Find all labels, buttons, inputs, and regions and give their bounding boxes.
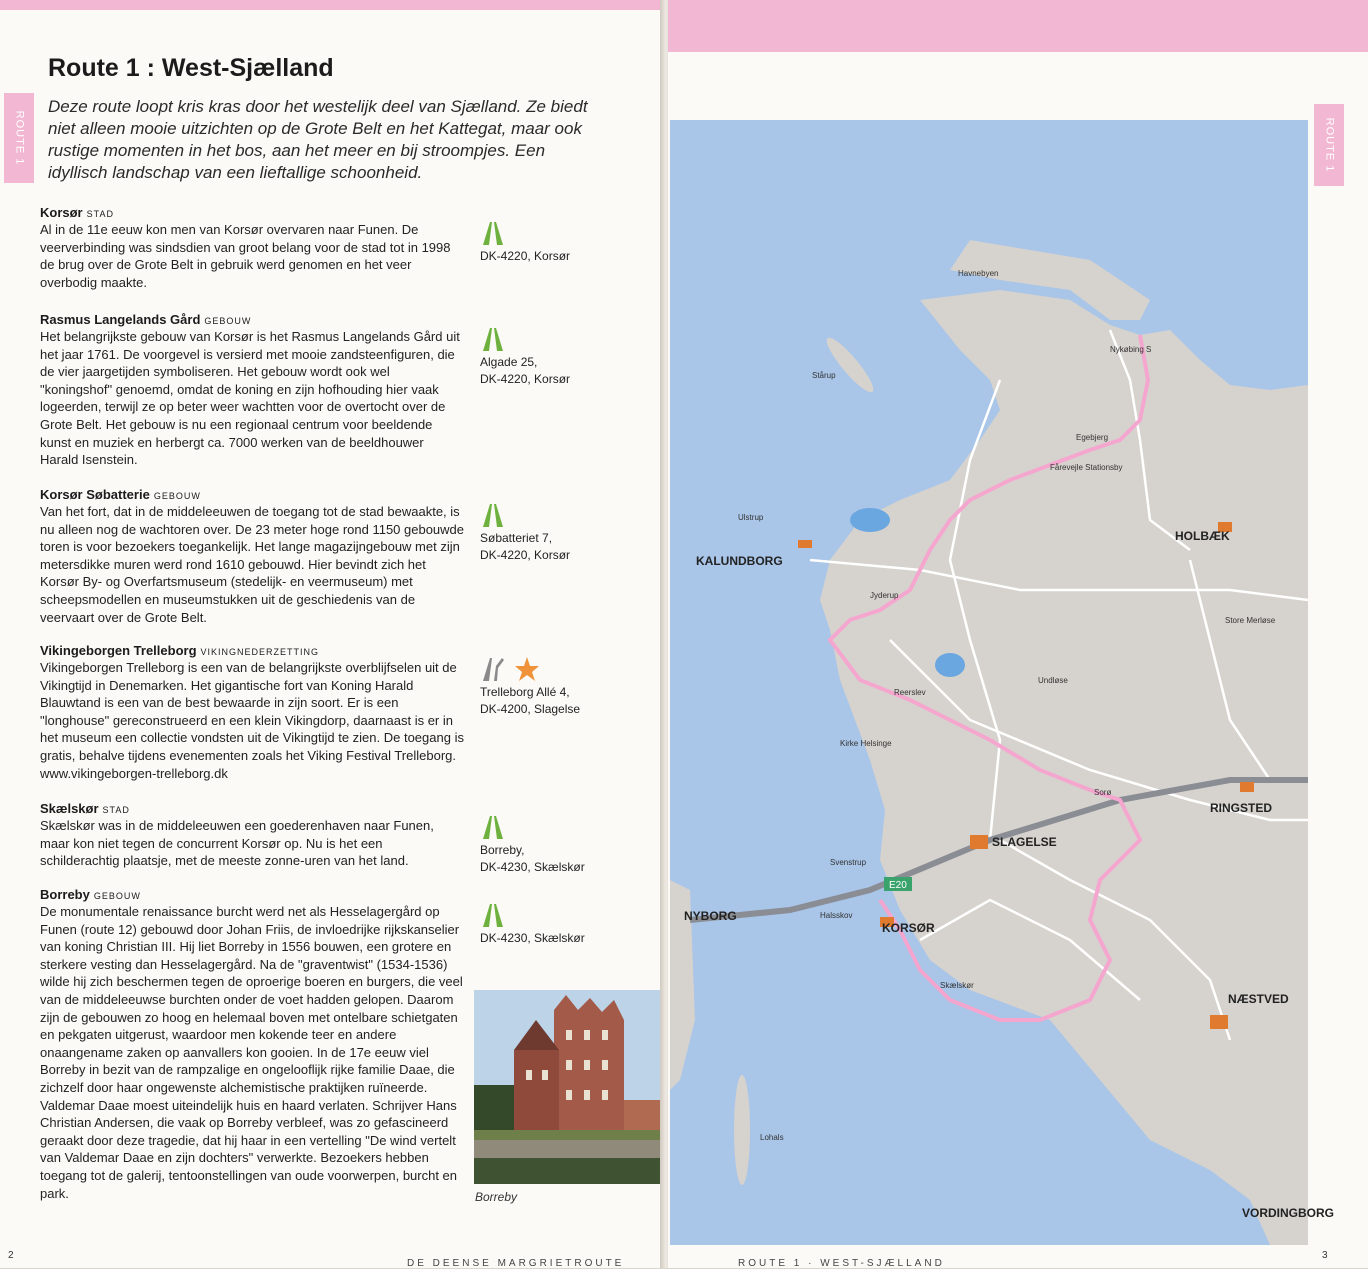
entry-text: Skælskør was in de middeleeuwen een goederenhaven naar Funen, maar kon niet tegen de concurrent Korsør op. Nu is het een schilderachtig plaatsje, met de meeste zonne-uren van het land. (40, 818, 434, 869)
top-pink-band (0, 0, 664, 10)
entry-heading (40, 487, 465, 502)
map-town-nyborg: NYBORG (684, 909, 737, 923)
address-line: Søbatteriet 7, (480, 531, 553, 545)
castle-illustration (474, 990, 670, 1184)
address-line: DK-4230, Skælskør (480, 931, 585, 945)
address-line: DK-4220, Korsør (480, 548, 571, 562)
map-town-slagelse: SLAGELSE (992, 835, 1057, 849)
entry-sobatterie-address (480, 500, 630, 564)
entry-name: Borreby (40, 887, 90, 902)
map-town-vordingborg: VORDINGBORG (1242, 1206, 1335, 1220)
entry-name: Korsør Søbatterie (40, 487, 150, 502)
running-head: ROUTE 1 · WEST-SJÆLLAND (738, 1258, 945, 1269)
entry-type: GEBOUW (153, 491, 201, 501)
e20-road-text: E20 (889, 880, 907, 891)
map-town-korsor: KORSØR (882, 921, 935, 935)
map-town-minor: Kirke Helsinge (840, 739, 892, 748)
entry-text: De monumentale renaissance burcht werd net als Hesselagergård op Funen (route 12) gebouwd door Johan Friis, de invloedrijke rijkskanselier van koning Christian III. Hij liet Borreby in 1556 bouwen, een grotere en sterkere vesting dan Hesselagergård. Na de "graventwist" (1534-1536) wilde hij zich beschermen tegen de oproerige boeren en burgers, die veel van de middeleeuwse burchten onder de voet hadden gelopen. Daarom zijn de gebouwen zo hoog en helemaal boven met ontelbare schietgaten en pekgaten uitgerust, waardoor men kokende teer en andere onaangename zaken op aanvallers kon gooien. In de 17e eeuw viel Borreby in bezit van de rampzalige en ongelooflijk rijke familie Daae, die zichzelf door haar ongewenste alchemistische praktijken ruïneerde. Valdemar Daae moest uiteindelijk huis en haard verlaten. Schrijver Hans Christian Andersen, die vaak op Borreby verbleef, was zo gefascineerd geraakt door deze tragedie, dat hij haar in een vertelling "De wind vertelt van Valdemar Daae en zijn dochters" verwerkte. Bezoekers hebben toegang tot de galerij, tentoonstellingen van oude voorwerpen, burcht en park. (40, 904, 463, 1201)
entry-type: GEBOUW (93, 891, 141, 901)
entry-name: Skælskør (40, 801, 99, 816)
route-tab (1314, 104, 1344, 186)
entry-vikingeborgen-trelleborg (40, 643, 465, 782)
address-line: DK-4220, Korsør (480, 372, 571, 386)
left-page (0, 0, 664, 1268)
address-line: DK-4220, Korsør (480, 249, 571, 263)
entry-skaelskor-address (480, 812, 630, 876)
entry-heading (40, 205, 465, 220)
map-town-minor: Jyderup (870, 591, 899, 600)
motorway-icon (480, 326, 506, 352)
photo-caption: Borreby (475, 1190, 518, 1204)
page-number: 2 (8, 1250, 14, 1261)
entry-rasmus-langelands-gard (40, 312, 465, 469)
address-line: Borreby, (480, 843, 525, 857)
entry-borreby-address (480, 900, 630, 947)
entry-heading (40, 643, 465, 658)
address-line: DK-4200, Slagelse (480, 702, 581, 716)
map-town-minor: Store Merløse (1225, 616, 1276, 625)
entry-text: Al in de 11e eeuw kon men van Korsør overvaren naar Funen. De veerverbinding was sindsdien van groot belang voor de stad tot in 1998 de brug over de Grote Belt in gebruik werd genomen en het veer overbodig maakte. (40, 222, 451, 290)
entry-text: Het belangrijkste gebouw van Korsør is het Rasmus Langelands Gård uit het jaar 1761. De voorgevel is versierd met mooie zandsteenfiguren, die de vier jaargetijden symboliseren. Het gebouw wordt ook wel "koningshof" genoemd, omdat de koning en zijn hofhouding hier vaak logeerden, terwijl ze op beter weer wachtten voor de overtocht over de Grote Belt. Het gebouw is nu een regionaal centrum voor beeldende kunst en muziek en herbergt ca. 7000 werken van de beeldhouwer Harald Isenstein. (40, 329, 460, 468)
borreby-photo (474, 990, 670, 1184)
entry-text: Vikingeborgen Trelleborg is een van de belangrijkste overblijfselen uit de Vikingtijd in Denemarken. Het gigantische fort van Koning Harald Blauwtand is een van de best bewaarde in zijn soort. Er is een "longhouse" gereconstrueerd en een klein Vikingdorp, daarnaast is er in het museum een collectie vondsten uit de Vikingtijd te zien. De toegang is gratis, behalve tijdens evenementen zoals het Viking Festival Trelleborg. www.vikingeborgen-trelleborg.dk (40, 660, 464, 781)
route-tab-label: ROUTE 1 (1323, 117, 1335, 173)
entry-name: Korsør (40, 205, 83, 220)
entry-heading (40, 801, 465, 816)
route-tab-label: ROUTE 1 (13, 110, 25, 166)
map-town-minor: Fårevejle Stationsby (1050, 463, 1123, 472)
map-town-minor: Egebjerg (1076, 433, 1109, 442)
motorway-icon (480, 220, 506, 246)
entry-korsor-sobatterie (40, 487, 465, 626)
motorway-icon (480, 902, 506, 928)
map-town-ringsted: RINGSTED (1210, 801, 1273, 815)
map-town-kalundborg: KALUNDBORG (696, 554, 783, 568)
entry-borreby (40, 887, 465, 1202)
motorway-icon (480, 814, 506, 840)
address-line: Algade 25, (480, 355, 538, 369)
entry-type: GEBOUW (204, 316, 252, 326)
top-pink-band (668, 0, 1368, 52)
entry-name: Rasmus Langelands Gård (40, 312, 201, 327)
entry-heading (40, 887, 465, 902)
map-town-minor: Reerslev (894, 688, 926, 697)
star-icon (514, 656, 540, 682)
entry-trelleborg-address (480, 654, 630, 718)
motorway-icon (480, 502, 506, 528)
e20-road-label (884, 877, 912, 891)
motorway-exit-icon (480, 656, 506, 682)
page-title: Route 1 : West-Sjælland (48, 54, 334, 82)
entry-type: STAD (102, 805, 130, 815)
map-town-minor: Sorø (1094, 788, 1112, 797)
map-town-minor: Halsskov (820, 911, 853, 920)
entry-type: VIKINGNEDERZETTING (200, 647, 320, 657)
page-number: 3 (1322, 1250, 1328, 1261)
address-line: Trelleborg Allé 4, (480, 685, 570, 699)
entry-type: STAD (86, 209, 114, 219)
entry-heading (40, 312, 465, 327)
map-town-holbaek: HOLBÆK (1175, 529, 1230, 543)
map-town-minor: Undløse (1038, 676, 1068, 685)
entry-name: Vikingeborgen Trelleborg (40, 643, 197, 658)
map-town-minor: Havnebyen (958, 269, 999, 278)
entry-korsor-address (480, 218, 630, 265)
right-page (668, 0, 1368, 1268)
route-tab (4, 93, 34, 183)
map-town-minor: Stårup (812, 371, 836, 380)
map-town-minor: Ulstrup (738, 513, 764, 522)
map-town-minor: Nykøbing S (1110, 345, 1152, 354)
map-town-minor: Svenstrup (830, 858, 867, 867)
entry-korsor (40, 205, 465, 291)
intro-text: Deze route loopt kris kras door het westelijk deel van Sjælland. Ze biedt niet alleen mooie uitzichten op de Grote Belt en het Kattegat, maar ook rustige momenten in het bos, aan het meer en bij stroompjes. Een idyllisch landschap van een lieftallige schoonheid. (48, 97, 588, 182)
running-head: DE DEENSE MARGRIETROUTE (407, 1258, 625, 1269)
map-town-minor: Lohals (760, 1133, 784, 1142)
entry-rasmus-address (480, 324, 630, 388)
map-town-naestved: NÆSTVED (1228, 992, 1289, 1006)
entry-skaelskor (40, 801, 465, 870)
address-line: DK-4230, Skælskør (480, 860, 585, 874)
map-town-minor: Skælskør (940, 981, 974, 990)
entry-text: Van het fort, dat in de middeleeuwen de toegang tot de stad bewaakte, is nu alleen nog de wachtoren over. De 23 meter hoge rond 1150 gebouwde toren is voor bezoekers toegankelijk. Het lange magazijngebouw met zijn metersdikke muren werd rond 1610 gebouwd. Hier bevindt zich het Korsør By- og Overfartsmuseum (stedelijk- en veermuseum) met scheepsmodellen en museumstukken uit de geschiedenis van de veervaart over de Grote Belt. (40, 504, 465, 625)
